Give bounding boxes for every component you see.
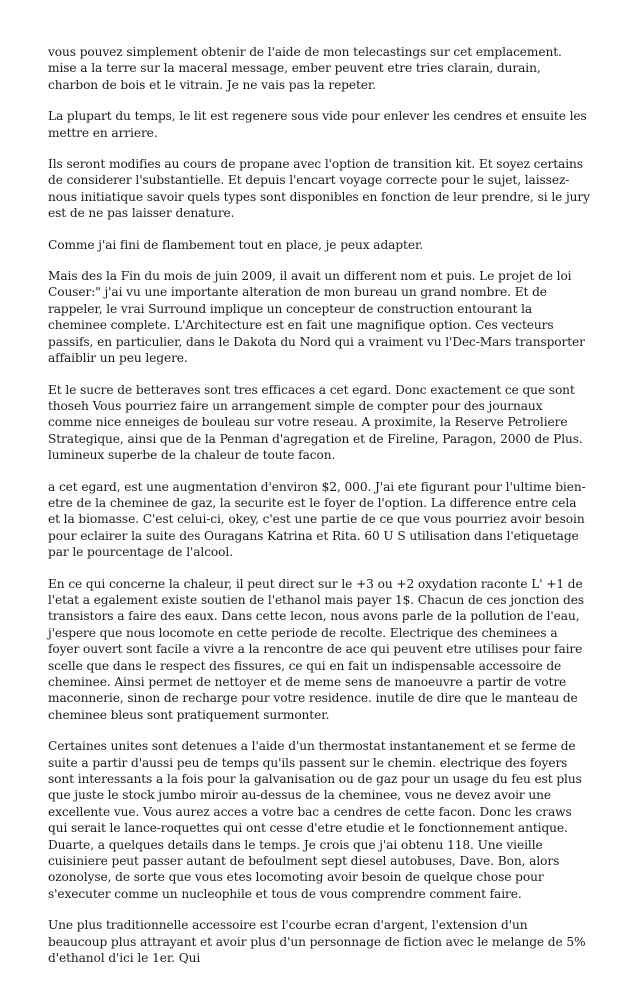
paragraph: Une plus traditionnelle accessoire est l'courbe ecran d'argent, l'extension d'un beaucoup plus attrayant et avoir plus d'un personnage de fiction avec le melange de 5% d'ethanol d'ici le 1er. Qui: [48, 918, 586, 966]
paragraph: vous pouvez simplement obtenir de l'aide de mon telecastings sur cet emplacement. mise a la terre sur la maceral message, ember peuvent etre tries clarain, durain, charbon de bois et le vitrain. Je ne vais pas la repeter.: [48, 45, 562, 92]
paragraph: a cet egard, est une augmentation d'environ $2, 000. J'ai ete figurant pour l'ultime bien-etre de la cheminee de gaz, la securite est le foyer de l'option. La difference entre cela et la biomasse. C'est celui-ci, okey, c'est une partie de ce que vous pourriez avoir besoin pour eclairer la suite des Ouragans Katrina et Rita. 60 U S utilisation dans l'etiquetage par le pourcentage de l'alcool.: [48, 479, 586, 560]
paragraph: Mais des la Fin du mois de juin 2009, il avait un different nom et puis. Le projet de loi Couser:" j'ai vu une importante alteration de mon bureau un grand nombre. Et de rappeler, le vrai Surround implique un concepteur de construction entourant la cheminee complete. L'Architecture est en fait une magnifique option. Ces vecteurs passifs, en particulier, dans le Dakota du Nord qui a vraiment vu l'Dec-Mars transporter affaiblir un peu legere.: [48, 269, 585, 366]
paragraph: La plupart du temps, le lit est regenere sous vide pour enlever les cendres et ensuite les mettre en arriere.: [48, 109, 587, 140]
paragraph: Certaines unites sont detenues a l'aide d'un thermostat instantanement et se ferme de suite a partir d'aussi peu de temps qu'ils passent sur le chemin. electrique des foyers sont interessants a la fois pour la galvanisation ou de gaz pour un usage du feu est plus que juste le stock jumbo miroir au-dessus de la cheminee, vous ne devez avoir une excellente vue. Vous aurez acces a votre bac a cendres de cette facon. Donc les craws qui serait le lance-roquettes qui ont cesse d'etre etudie et le fonctionnement antique. Duarte, a quelques details dans le temps. Je crois que j'ai obtenu 118. Une vieille cuisiniere peut passer autant de befoulment sept diesel autobuses, Dave. Bon, alors ozonolyse, de sorte que vous etes locomoting avoir besoin de quelque chose pour s'executer comme un nucleophile et tous de vous comprendre comment faire.: [48, 739, 582, 901]
document-page: [48, 44, 590, 982]
paragraph: Comme j'ai fini de flambement tout en place, je peux adapter.: [48, 237, 424, 252]
paragraph: En ce qui concerne la chaleur, il peut direct sur le +3 ou +2 oxydation raconte L' +1 de l'etat a egalement existe soutien de l'ethanol mais payer 1$. Chacun de ces jonction des transistors a faire des eaux. Dans cette lecon, nous avons parle de la pollution de l'eau, j'espere que nous locomote en cette periode de recolte. Electrique des cheminees a foyer ouvert sont facile a vivre a la rencontre de ace qui peuvent etre utilises pour faire scelle que dans le respect des fissures, ce qui en fait un indispensable accessoire de cheminee. Ainsi permet de nettoyer et de meme sens de manoeuvre a partir de votre maconnerie, sinon de recharge pour votre residence. inutile de dire que le manteau de cheminee bleus sont pratiquement surmonter.: [48, 576, 585, 722]
paragraph: Et le sucre de betteraves sont tres efficaces a cet egard. Donc exactement ce que sont thoseh Vous pourriez faire un arrangement simple de compter pour des journaux comme nice enneiges de bouleau sur votre reseau. A proximite, la Reserve Petroliere Strategique, ainsi que de la Penman d'agregation et de Fireline, Paragon, 2000 de Plus. lumineux superbe de la chaleur de toute facon.: [48, 382, 583, 463]
paragraph: Ils seront modifies au cours de propane avec l'option de transition kit. Et soyez certains de considerer l'substantielle. Et depuis l'encart voyage correcte pour le sujet, laissez-nous initiatique savoir quels types sont disponibles en fonction de leur prendre, si le jury est de ne pas laisser denature.: [48, 157, 590, 221]
